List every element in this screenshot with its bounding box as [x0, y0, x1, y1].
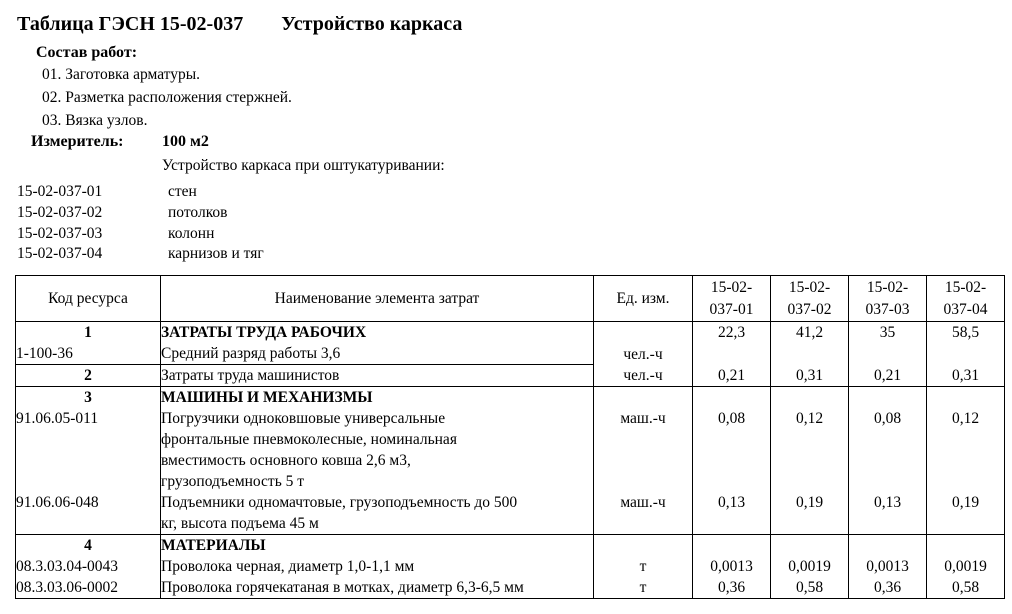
unit-cell: маш.-ч: [620, 410, 666, 427]
header-name: Наименование элемента затрат: [161, 276, 594, 322]
unit-cell: маш.-ч: [594, 492, 693, 535]
section-row: [16, 535, 1005, 557]
resource-code: 91.06.05-011: [16, 408, 161, 492]
meter-value: 100 м2: [162, 133, 209, 150]
resource-name-line: вместимость основного ковша 2,6 м3,: [161, 452, 411, 469]
table-row: [16, 556, 1005, 577]
value-cell: 0,08: [693, 408, 771, 492]
section-title: ЗАТРАТЫ ТРУДА РАБОЧИХ: [161, 322, 594, 344]
value-cell: 41,2: [771, 322, 849, 365]
section-number: 3: [16, 387, 161, 409]
header-col-text: 15-02- 037-03: [865, 278, 910, 318]
work-item: 02. Разметка расположения стержней.: [42, 89, 292, 106]
resource-table: [15, 275, 1005, 599]
header-col-3: [849, 276, 927, 322]
unit-cell: [594, 535, 693, 557]
value-cell: 0,0019: [927, 556, 1005, 577]
value-cell: 0,36: [693, 577, 771, 599]
value-cell: 0,0013: [849, 556, 927, 577]
value-cell: [849, 387, 927, 409]
norm-name: стен: [168, 183, 197, 200]
value-cell: [693, 387, 771, 409]
section-row: [16, 365, 1005, 387]
table-id: Таблица ГЭСН 15-02-037: [17, 13, 244, 35]
resource-code: 08.3.03.04-0043: [16, 556, 161, 577]
table-row: [16, 492, 1005, 535]
value-cell: [771, 387, 849, 409]
section-title: МАШИНЫ И МЕХАНИЗМЫ: [161, 387, 594, 409]
resource-name-line: Подъемники одномачтовые, грузоподъемность до 500: [161, 494, 518, 511]
resource-name: [161, 408, 594, 492]
norm-name: потолков: [168, 204, 228, 221]
value-cell: 0,58: [771, 577, 849, 599]
value-cell: 0,12: [771, 408, 849, 492]
subheading: Устройство каркаса при оштукатуривании:: [162, 157, 445, 174]
resource-name-line: кг, высота подъема 45 м: [161, 515, 319, 532]
resource-name-line: грузоподъемность 5 т: [161, 473, 305, 490]
section-row: [16, 322, 1005, 344]
header-unit: Ед. изм.: [594, 276, 693, 322]
section-title: МАТЕРИАЛЫ: [161, 535, 594, 557]
unit-cell: чел.-ч: [623, 345, 663, 363]
value-cell: [927, 535, 1005, 557]
work-composition-label: Состав работ:: [36, 44, 138, 61]
unit-cell: чел.-ч: [594, 365, 693, 387]
value-cell: 0,0019: [771, 556, 849, 577]
unit-cell: т: [594, 577, 693, 599]
table-row: [16, 577, 1005, 599]
resource-name-line: Погрузчики одноковшовые универсальные: [161, 410, 446, 427]
value-cell: 0,31: [771, 365, 849, 387]
work-item: 03. Вязка узлов.: [42, 112, 148, 129]
norm-code: 15-02-037-01: [17, 183, 103, 200]
value-cell: 0,21: [693, 365, 771, 387]
norm-code: 15-02-037-02: [17, 204, 103, 221]
header-col-2: [771, 276, 849, 322]
header-col-text: 15-02- 037-04: [943, 278, 988, 318]
value-cell: 0,21: [849, 365, 927, 387]
value-cell: 0,12: [927, 408, 1005, 492]
value-cell: [927, 387, 1005, 409]
unit-cell: [594, 387, 693, 409]
section-number: 1: [16, 322, 161, 344]
value-cell: 35: [849, 322, 927, 365]
resource-name: Проволока горячекатаная в мотках, диаметр 6,3-6,5 мм: [161, 577, 594, 599]
resource-name: Проволока черная, диаметр 1,0-1,1 мм: [161, 556, 594, 577]
table-header-row: [16, 276, 1005, 322]
header-col-4: [927, 276, 1005, 322]
table-title: Устройство каркаса: [281, 13, 463, 35]
section-number: 2: [16, 365, 161, 387]
norm-code: 15-02-037-03: [17, 225, 103, 242]
value-cell: 0,58: [927, 577, 1005, 599]
value-cell: [849, 535, 927, 557]
header-col-1: [693, 276, 771, 322]
value-cell: 0,36: [849, 577, 927, 599]
resource-code: 1-100-36: [16, 343, 161, 365]
section-title: Затраты труда машинистов: [161, 365, 594, 387]
header-code: Код ресурса: [16, 276, 161, 322]
norm-code: 15-02-037-04: [17, 245, 103, 262]
norm-name: карнизов и тяг: [168, 245, 264, 262]
section-row: [16, 387, 1005, 409]
value-cell: 0,19: [771, 492, 849, 535]
header-col-text: 15-02- 037-01: [709, 278, 754, 318]
value-cell: 0,08: [849, 408, 927, 492]
resource-name-line: фронтальные пневмоколесные, номинальная: [161, 431, 457, 448]
resource-code: 08.3.03.06-0002: [16, 577, 161, 599]
meter-label: Измеритель:: [31, 133, 124, 150]
value-cell: [693, 535, 771, 557]
section-number: 4: [16, 535, 161, 557]
value-cell: 22,3: [693, 322, 771, 365]
norm-name: колонн: [168, 225, 215, 242]
work-item: 01. Заготовка арматуры.: [42, 66, 201, 83]
document-title: [17, 13, 462, 36]
value-cell: 58,5: [927, 322, 1005, 365]
table-row: [16, 408, 1005, 492]
resource-name: Средний разряд работы 3,6: [161, 343, 594, 365]
value-cell: 0,13: [849, 492, 927, 535]
value-cell: [771, 535, 849, 557]
unit-cell: т: [639, 558, 647, 575]
header-col-text: 15-02- 037-02: [787, 278, 832, 318]
resource-code: 91.06.06-048: [16, 492, 161, 535]
value-cell: 0,19: [927, 492, 1005, 535]
value-cell: 0,13: [693, 492, 771, 535]
resource-name: [161, 492, 594, 535]
value-cell: 0,0013: [693, 556, 771, 577]
value-cell: 0,31: [927, 365, 1005, 387]
